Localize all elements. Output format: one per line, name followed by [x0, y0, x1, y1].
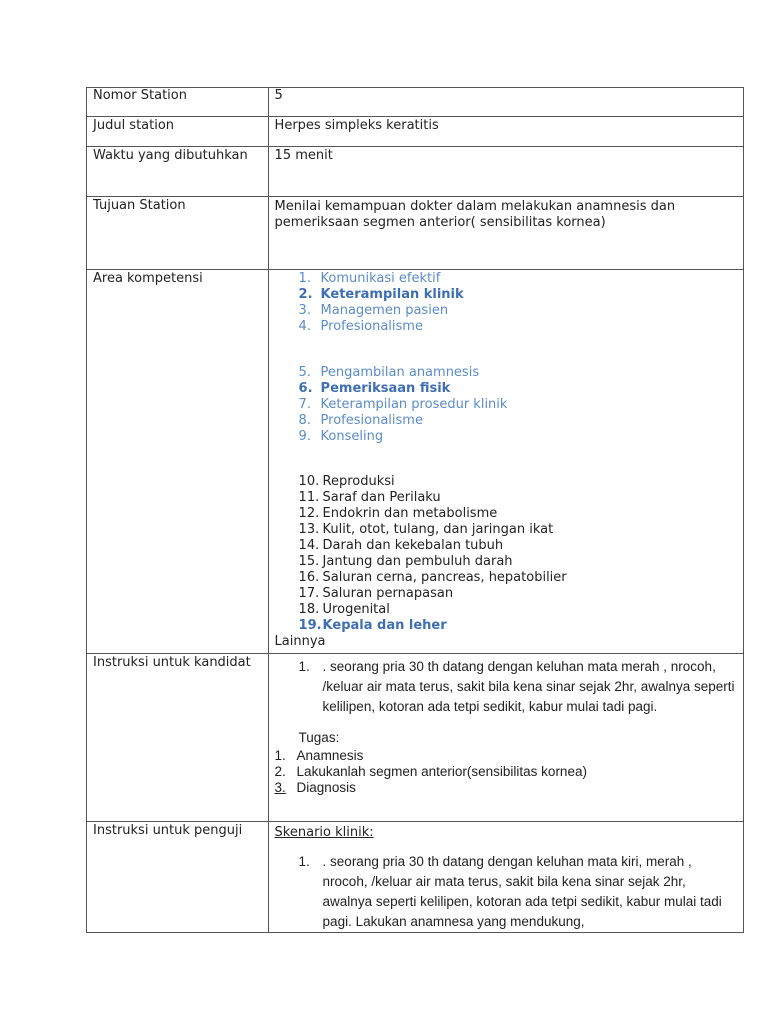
list-item: 1. Anamnesis [274, 748, 364, 763]
candidate-case: 1. . seorang pria 30 th datang dengan keluhan mata merah , nrocoh, /keluar air mata terus, sakit bila kena sinar sejak 2hr, awalnya seperti kelilipen, kotoran ada tetpi sedikit, kabur mulai tadi pagi. [275, 657, 737, 717]
candidate-case-text: . seorang pria 30 th datang dengan keluhan mata merah , nrocoh, /keluar air mata terus, sakit bila kena sinar sejak 2hr, awalnya seperti kelilipen, kotoran ada tetpi sedikit, kabur mulai tadi pagi. [322, 659, 735, 714]
station-table [86, 87, 744, 933]
row-tujuan [87, 197, 744, 270]
list-item: 11. Saraf dan Perilaku [298, 490, 441, 505]
row-waktu [87, 147, 744, 197]
instruksi-kandidat-content [268, 654, 743, 822]
scenario-title: Skenario klinik: [274, 825, 374, 840]
list-item: 9. Konseling [298, 429, 384, 444]
value-judul-station: Herpes simpleks keratitis [268, 117, 743, 147]
label-waktu: Waktu yang dibutuhkan [87, 147, 269, 197]
list-item: 18. Urogenital [298, 602, 390, 617]
row-judul-station [87, 117, 744, 147]
row-instruksi-penguji [87, 822, 744, 933]
task-list [275, 748, 737, 796]
row-nomor-station [87, 88, 744, 117]
value-nomor-station: 5 [268, 88, 743, 117]
system-list [299, 474, 737, 634]
list-item: 4. Profesionalisme [298, 319, 423, 334]
label-judul-station: Judul station [87, 117, 269, 147]
list-item: 3. Managemen pasien [298, 303, 449, 318]
skill-list [275, 365, 737, 445]
list-item: 14. Darah dan kekebalan tubuh [298, 538, 504, 553]
systems-other: Lainnya [274, 634, 326, 649]
list-item: 8. Profesionalisme [298, 413, 423, 428]
label-instruksi-kandidat: Instruksi untuk kandidat [87, 654, 269, 822]
list-item: 10. Reproduksi [298, 474, 395, 489]
list-item: 15. Jantung dan pembuluh darah [298, 554, 513, 569]
list-item: 16. Saluran cerna, pancreas, hepatobilier [298, 570, 567, 585]
list-item: 2. Lakukanlah segmen anterior(sensibilitas kornea) [274, 764, 587, 779]
label-nomor-station: Nomor Station [87, 88, 269, 117]
value-tujuan: Menilai kemampuan dokter dalam melakukan anamnesis dan pemeriksaan segmen anterior( sensibilitas kornea) [268, 197, 743, 270]
row-area-kompetensi [87, 270, 744, 654]
list-item: 3. Diagnosis [274, 780, 356, 795]
list-item: 7. Keterampilan prosedur klinik [298, 397, 508, 412]
label-tujuan: Tujuan Station [87, 197, 269, 270]
list-item: 5. Pengambilan anamnesis [298, 365, 480, 380]
list-item: 6. Pemeriksaan fisik [298, 381, 451, 396]
tasks-title: Tugas: [298, 730, 340, 745]
examiner-case-text: . seorang pria 30 th datang dengan keluhan mata kiri, merah , nrocoh, /keluar air mata terus, sakit bila kena sinar sejak 2hr, awalnya seperti kelilipen, kotoran ada tetpi sedikit, kabur mulai tadi pagi. Lakukan anamnesa yang mendukung, [322, 854, 722, 929]
list-item: 12. Endokrin dan metabolisme [298, 506, 498, 521]
instruksi-penguji-content [268, 822, 743, 933]
list-item: 13. Kulit, otot, tulang, dan jaringan ikat [298, 522, 554, 537]
competency-list [275, 271, 737, 335]
list-item: 2. Keterampilan klinik [298, 287, 464, 302]
list-item: 1. Komunikasi efektif [298, 271, 441, 286]
list-item: 17. Saluran pernapasan [298, 586, 454, 601]
value-waktu: 15 menit [268, 147, 743, 197]
area-kompetensi-content [268, 270, 743, 654]
examiner-case: 1. . seorang pria 30 th datang dengan keluhan mata kiri, merah , nrocoh, /keluar air mata terus, sakit bila kena sinar sejak 2hr, awalnya seperti kelilipen, kotoran ada tetpi sedikit, kabur mulai tadi pagi. Lakukan anamnesa yang mendukung, [275, 852, 737, 932]
label-area-kompetensi: Area kompetensi [87, 270, 269, 654]
label-instruksi-penguji: Instruksi untuk penguji [87, 822, 269, 933]
row-instruksi-kandidat [87, 654, 744, 822]
list-item: 19. Kepala dan leher [298, 618, 447, 633]
